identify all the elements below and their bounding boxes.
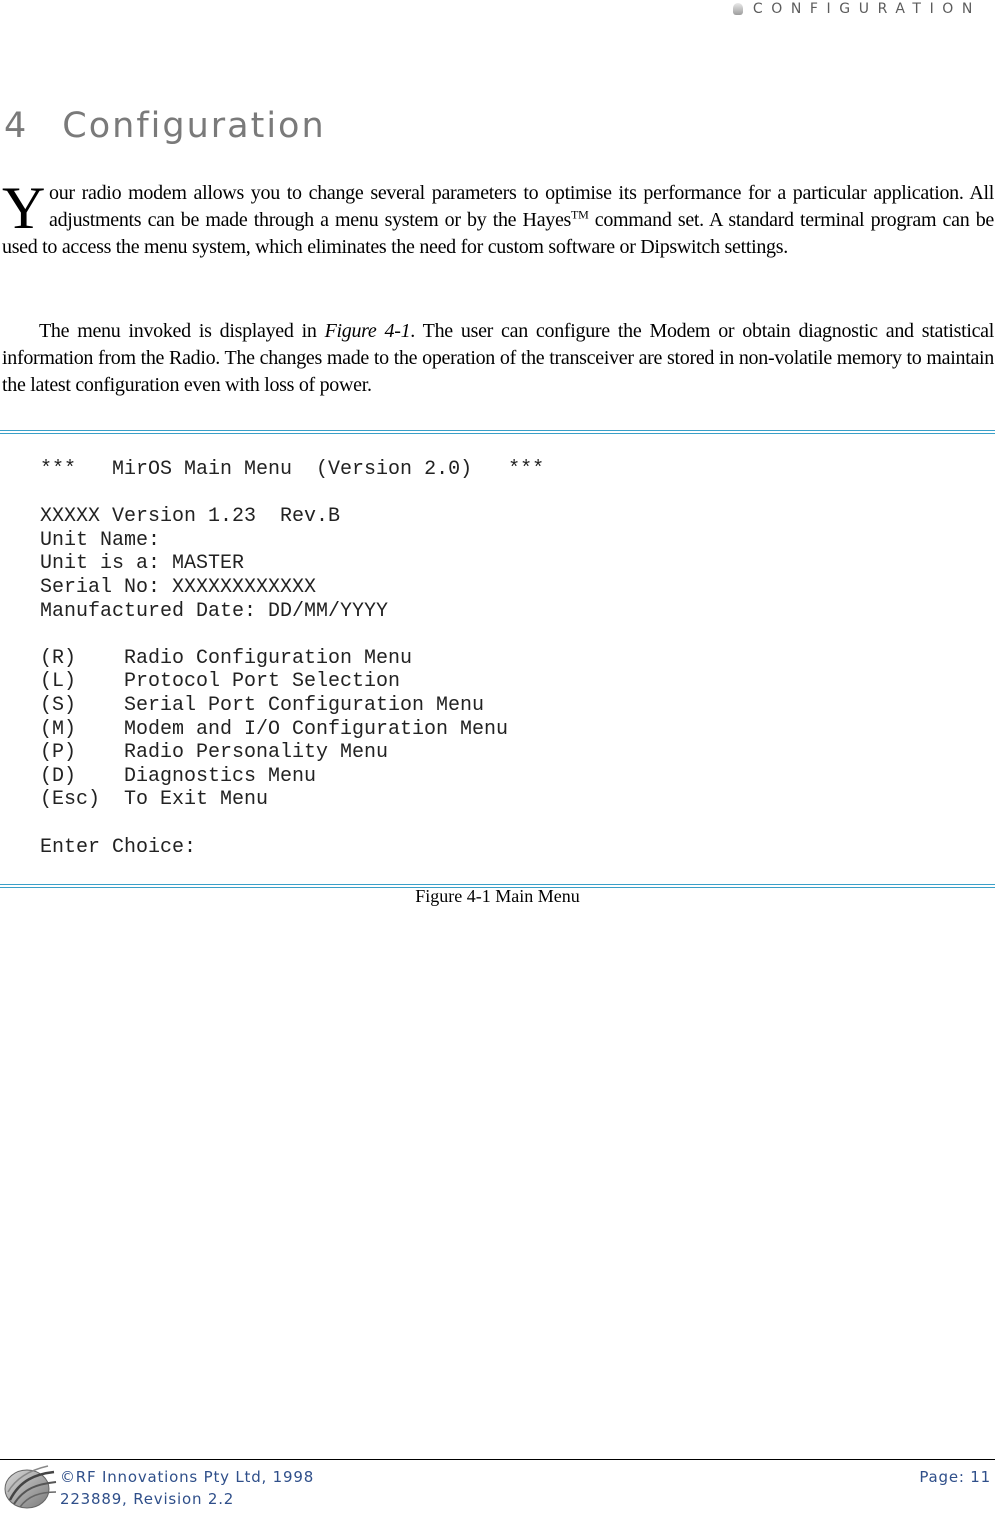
unit-info-line: Unit is a: MASTER <box>40 552 245 576</box>
company-logo-icon <box>2 1462 58 1512</box>
figure-caption: Figure 4-1 Main Menu <box>415 886 580 906</box>
menu-option[interactable] <box>40 694 484 717</box>
footer-rule <box>0 1459 995 1460</box>
menu-option-key: (M) <box>40 717 77 741</box>
footer-left <box>60 1466 314 1510</box>
bullet-icon <box>733 3 743 15</box>
menu-option-key: (Esc) <box>40 788 101 812</box>
menu-description-paragraph <box>2 318 994 399</box>
paragraph-text-b: . The user can configure the Modem or obtain diagnostic and statistical information from the Radio. The changes made to the operation of the transceiver are stored in non-volatile memory to maintain the latest configuration even with loss of power. <box>2 320 995 396</box>
menu-option[interactable] <box>40 718 508 741</box>
menu-option-key: (L) <box>40 670 77 694</box>
menu-option-key: (R) <box>40 646 77 670</box>
menu-option-label: Serial Port Configuration Menu <box>124 693 485 717</box>
menu-option-key: (S) <box>40 693 77 717</box>
figure-top-rule <box>0 430 995 434</box>
drop-cap: Y <box>2 175 46 241</box>
unit-info-line: XXXXX Version 1.23 Rev.B <box>40 505 341 529</box>
terminal-main-menu <box>40 458 544 859</box>
intro-text-b: command set. A standard terminal program can be used to access the menu system, which eliminates the need for custom software or Dipswitch settings. <box>2 209 994 258</box>
menu-option-label: Protocol Port Selection <box>124 670 401 694</box>
menu-option-label: Diagnostics Menu <box>124 764 317 788</box>
page-number: Page: 11 <box>919 1468 991 1486</box>
menu-option[interactable] <box>40 741 388 764</box>
chapter-title <box>4 106 326 146</box>
menu-option[interactable] <box>40 765 316 788</box>
section-label: CONFIGURATION <box>752 1 981 17</box>
unit-info-line: Unit Name: <box>40 528 161 552</box>
enter-choice-prompt: Enter Choice: <box>40 835 197 859</box>
document-revision: 223889, Revision 2.2 <box>60 1490 235 1508</box>
figure-reference-link[interactable]: Figure 4-1 <box>324 320 411 342</box>
menu-option[interactable] <box>40 647 412 670</box>
menu-option-key: (P) <box>40 741 77 765</box>
chapter-number: 4 <box>4 106 29 146</box>
page-header <box>733 0 981 18</box>
chapter-title-text: Configuration <box>62 106 326 146</box>
menu-option-key: (D) <box>40 764 77 788</box>
menu-option[interactable] <box>40 788 268 811</box>
paragraph-text-a: The menu invoked is displayed in <box>39 320 325 342</box>
copyright-text: ©RF Innovations Pty Ltd, 1998 <box>60 1468 315 1486</box>
menu-option-label: Radio Personality Menu <box>124 741 389 765</box>
trademark-mark: TM <box>571 207 589 222</box>
menu-option-label: Radio Configuration Menu <box>124 646 413 670</box>
menu-banner: *** MirOS Main Menu (Version 2.0) *** <box>40 458 545 481</box>
intro-paragraph <box>2 175 994 261</box>
menu-option[interactable] <box>40 670 400 693</box>
menu-option-label: To Exit Menu <box>124 788 269 812</box>
unit-info-line: Serial No: XXXXXXXXXXXX <box>40 575 317 599</box>
menu-option-label: Modem and I/O Configuration Menu <box>124 717 509 741</box>
unit-info-line: Manufactured Date: DD/MM/YYYY <box>40 599 389 623</box>
intro-text-a: our radio modem allows you to change several parameters to optimise its performance for a particular application. All adjustments can be made through a menu system or by the Hayes <box>49 182 994 231</box>
